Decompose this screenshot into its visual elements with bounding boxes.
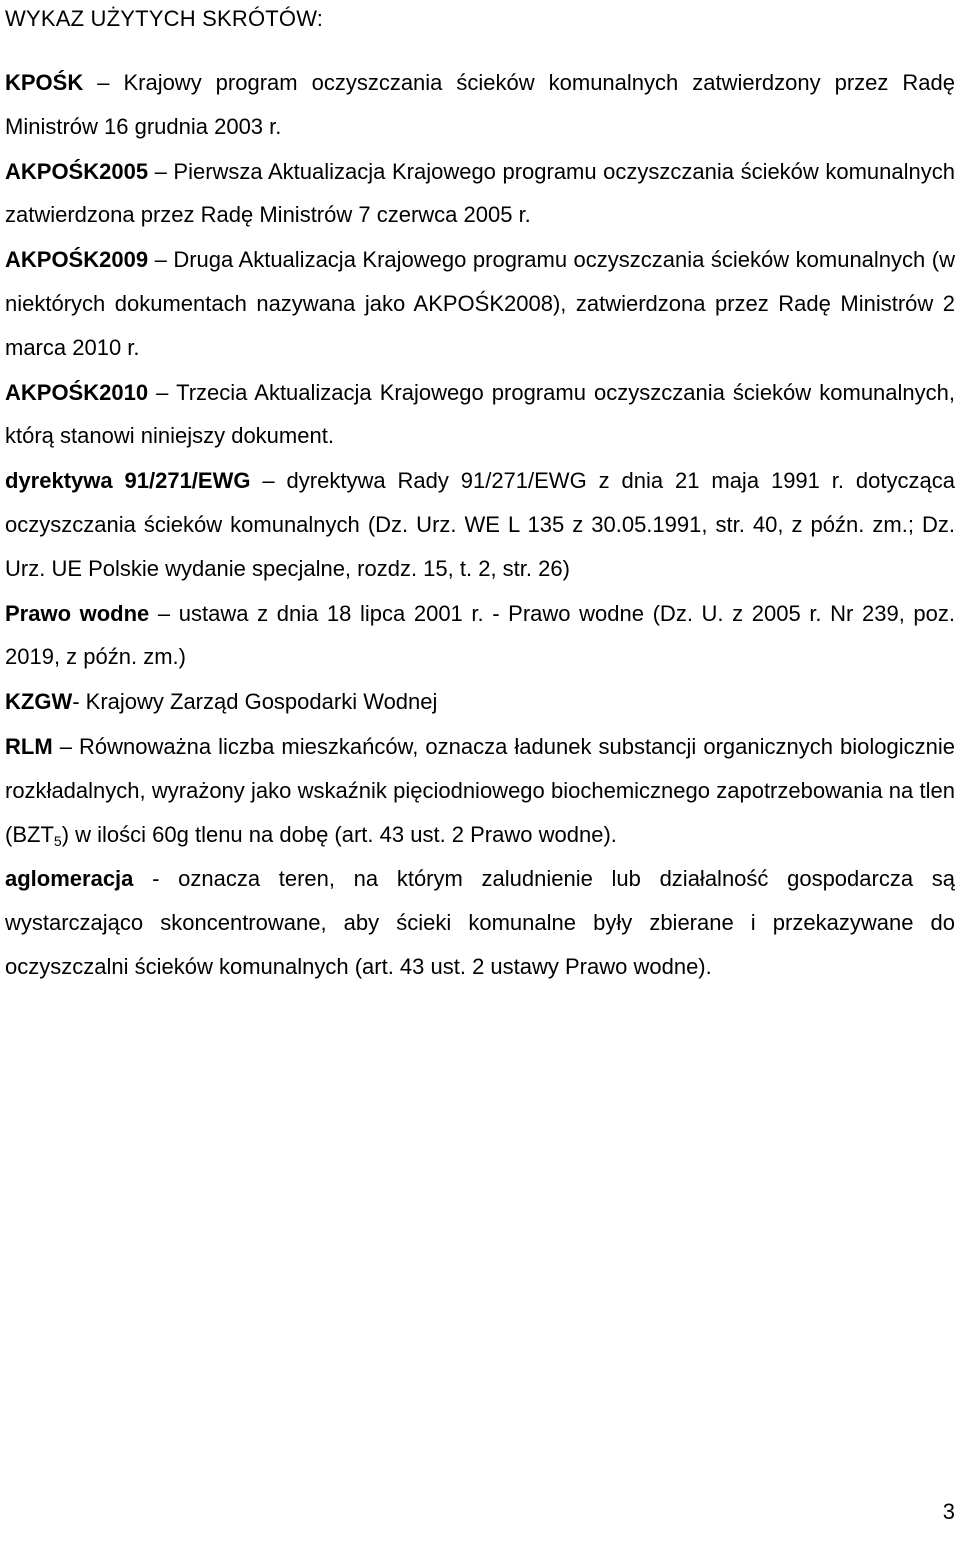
document-page: [5, 0, 955, 1545]
abbreviation-entry-water-law: [5, 592, 955, 680]
abbreviation-term: dyrektywa 91/271/EWG: [5, 468, 251, 494]
abbreviation-definition: – ustawa z dnia 18 lipca 2001 r. - Prawo wodne (Dz. U. z 2005 r. Nr 239, poz. 2019, z późn. zm.): [5, 600, 956, 670]
abbreviation-term: KPOŚK: [5, 70, 84, 95]
abbreviation-definition: – Krajowy program oczyszczania ścieków komunalnych zatwierdzony przez Radę Ministrów 16 grudnia 2003 r.: [5, 70, 955, 139]
subscript-five: 5: [53, 832, 62, 849]
abbreviation-entry-akposk2005: [5, 150, 955, 238]
abbreviation-definition: – Równoważna liczba mieszkańców, oznacza ładunek substancji organicznych biologicznie rozkładalnych, wyrażony jako wskaźnik pięciodniowego biochemicznego zapotrzebowania na tlen (BZT: [5, 733, 955, 847]
abbreviation-definition-continued: ) w ilości 60g tlenu na dobę (art. 43 ust. 2 Prawo wodne).: [61, 821, 617, 847]
page-number: 3: [942, 1499, 955, 1524]
abbreviation-entry-akposk2010: [5, 371, 955, 459]
page-heading: WYKAZ UŻYTYCH SKRÓTÓW:: [5, 6, 324, 31]
abbreviation-term: AKPOŚK2005: [5, 158, 149, 184]
abbreviation-term: RLM: [5, 733, 53, 759]
abbreviation-definition: – dyrektywa Rady 91/271/EWG z dnia 21 maja 1991 r. dotycząca oczyszczania ścieków komunalnych (Dz. Urz. WE L 135 z 30.05.1991, str. 40, z późn. zm.; Dz. Urz. UE Polskie wydanie specjalne, rozdz. 15, t. 2, str. 26): [5, 468, 955, 581]
abbreviation-term: aglomeracja: [5, 866, 134, 892]
abbreviation-entry-akposk2009: [5, 238, 955, 369]
abbreviation-term: KZGW: [5, 689, 73, 715]
abbreviation-definition: – Trzecia Aktualizacja Krajowego programu oczyszczania ścieków komunalnych, którą stanowi niniejszy dokument.: [5, 379, 955, 449]
abbreviation-term: AKPOŚK2010: [5, 379, 149, 405]
abbreviation-entry-agglomeration: [5, 857, 955, 988]
abbreviation-definition: - Krajowy Zarząd Gospodarki Wodnej: [72, 689, 438, 715]
abbreviation-definition: – Druga Aktualizacja Krajowego programu oczyszczania ścieków komunalnych (w niektórych dokumentach nazywana jako AKPOŚK2008), zatwierdzona przez Radę Ministrów 2 marca 2010 r.: [5, 247, 955, 360]
abbreviation-entry-directive: [5, 459, 955, 590]
abbreviation-entry-kposk: [5, 61, 955, 149]
abbreviation-term: AKPOŚK2009: [5, 247, 149, 273]
abbreviation-definition: - oznacza teren, na którym zaludnienie lub działalność gospodarcza są wystarczająco skoncentrowane, aby ścieki komunalne były zbierane i przekazywane do oczyszczalni ścieków komunalnych (art. 43 ust. 2 ustawy Prawo wodne).: [5, 866, 955, 979]
abbreviation-list: [5, 61, 955, 990]
abbreviation-definition: – Pierwsza Aktualizacja Krajowego programu oczyszczania ścieków komunalnych zatwierdzona przez Radę Ministrów 7 czerwca 2005 r.: [5, 158, 955, 228]
abbreviation-entry-rlm: [5, 725, 955, 856]
abbreviation-term: Prawo wodne: [5, 600, 150, 626]
abbreviation-entry-kzgw: [5, 680, 955, 724]
